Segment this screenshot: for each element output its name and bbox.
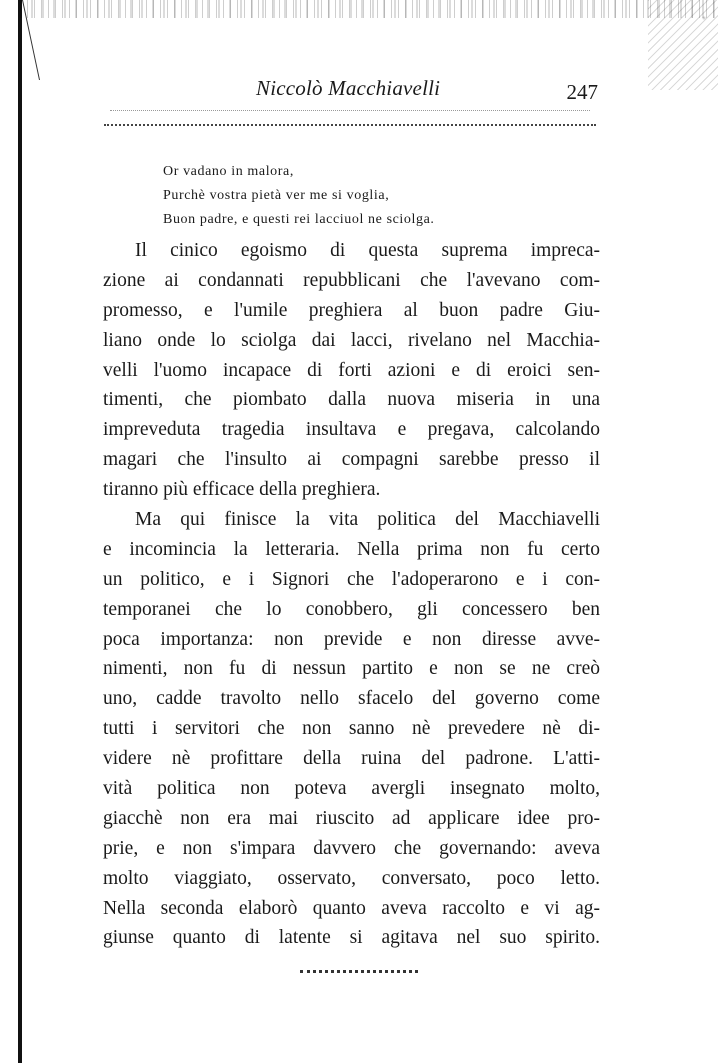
- text-line: promesso, e l'umile preghiera al buon padre Giu-: [103, 299, 600, 321]
- text-line: timenti, che piombato dalla nuova miseria in una: [103, 389, 600, 411]
- header-rule-faint: [110, 110, 590, 111]
- verse-quote: [163, 160, 583, 232]
- corner-speckle: [648, 0, 718, 90]
- verse-line: Or vadano in malora,: [163, 164, 294, 179]
- text-line: poca importanza: non previde e non diresse avve-: [103, 628, 600, 650]
- text-line: temporanei che lo conobbero, gli concessero ben: [103, 598, 600, 620]
- paragraph-1: [103, 236, 600, 505]
- text-line: un politico, e i Signori che l'adoperarono e i con-: [103, 568, 600, 590]
- text-line: prie, e non s'impara davvero che governando: aveva: [103, 837, 600, 859]
- text-line: giacchè non era mai riuscito ad applicare idee pro-: [103, 807, 600, 829]
- text-line: videre nè profittare della ruina del padrone. L'atti-: [103, 748, 600, 770]
- text-line: Nella seconda elaborò quanto aveva raccolto e vi ag-: [103, 897, 600, 919]
- text-line: giunse quanto di latente si agitava nel suo spirito.: [103, 927, 600, 949]
- text-line: zione ai condannati repubblicani che l'avevano com-: [103, 269, 600, 291]
- header-rule: [104, 124, 596, 126]
- text-line: Ma qui finisce la vita politica del Macchiavelli: [135, 509, 600, 531]
- body-text: [103, 236, 600, 953]
- page-binding-edge: [18, 0, 22, 1063]
- text-line: molto viaggiato, osservato, conversato, poco letto.: [103, 867, 600, 889]
- text-line: uno, cadde travolto nello sfacelo del governo come: [103, 688, 600, 710]
- text-line: vità politica non poteva avergli insegnato molto,: [103, 778, 600, 800]
- running-title: Niccolò Macchiavelli: [256, 76, 441, 100]
- footer-rule: [300, 970, 418, 973]
- page-number: 247: [566, 80, 598, 104]
- text-line: velli l'uomo incapace di forti azioni e di eroici sen-: [103, 359, 600, 381]
- paragraph-2: [103, 505, 600, 953]
- text-line: magari che l'insulto ai compagni sarebbe presso il: [103, 449, 600, 471]
- text-line: Il cinico egoismo di questa suprema impreca-: [135, 240, 600, 261]
- text-line: tutti i servitori che non sanno nè prevedere nè di-: [103, 718, 600, 740]
- text-line: nimenti, non fu di nessun partito e non se ne creò: [103, 658, 600, 680]
- text-line: tiranno più efficace della preghiera.: [103, 479, 381, 501]
- verse-line: Buon padre, e questi rei lacciuol ne sciolga.: [163, 212, 435, 227]
- text-line: liano onde lo sciolga dai lacci, rivelano nel Macchia-: [103, 329, 600, 351]
- top-edge-speckle: [20, 0, 718, 18]
- text-line: impreveduta tragedia insultava e pregava, calcolando: [103, 419, 600, 441]
- verse-line: Purchè vostra pietà ver me si voglia,: [163, 188, 390, 203]
- text-line: e incomincia la letteraria. Nella prima non fu certo: [103, 538, 600, 560]
